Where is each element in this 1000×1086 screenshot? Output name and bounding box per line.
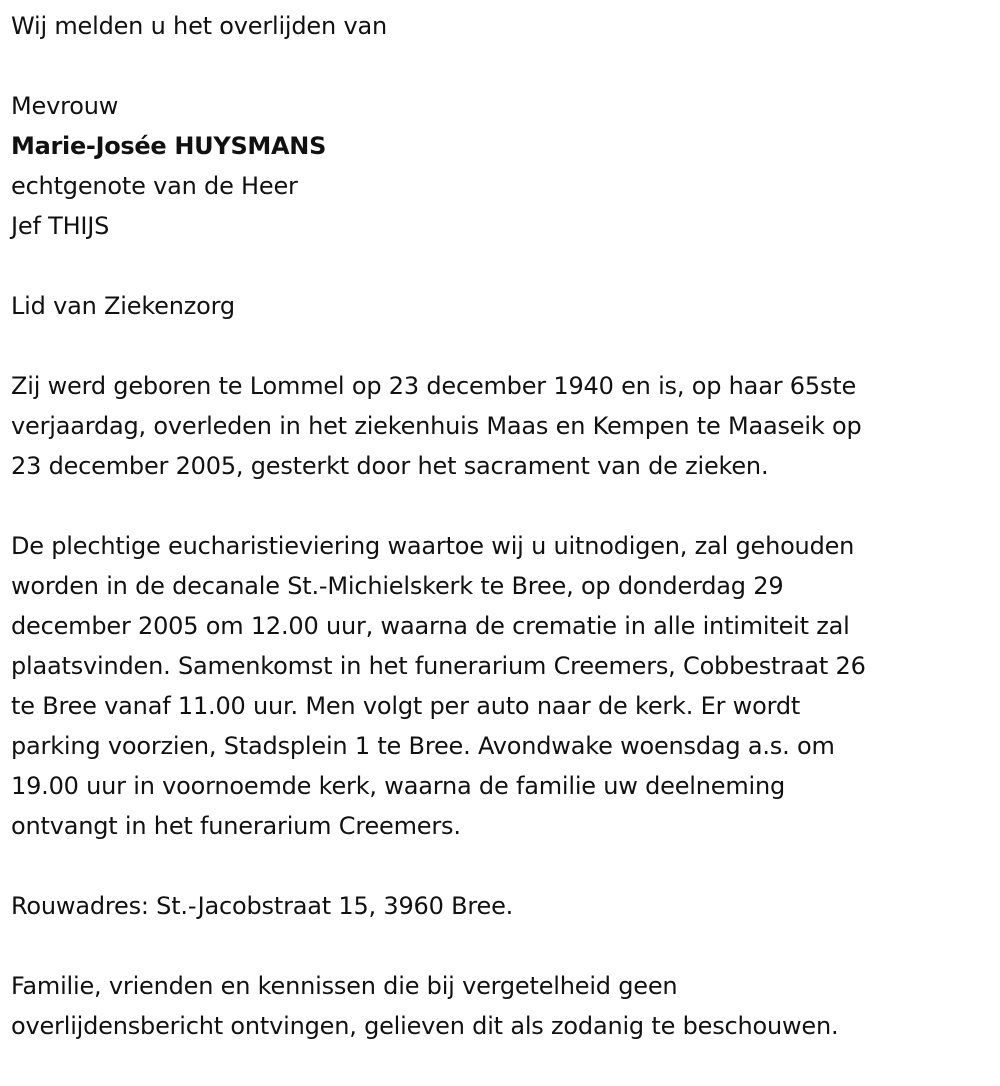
paragraph-line: plaatsvinden. Samenkomst in het funerarium Creemers, Cobbestraat 26	[11, 652, 866, 680]
paragraph-line: Zij werd geboren te Lommel op 23 december 1940 en is, op haar 65ste	[11, 372, 857, 400]
salutation: Mevrouw	[11, 92, 119, 120]
paragraph-line: te Bree vanaf 11.00 uur. Men volgt per auto naar de kerk. Er wordt	[11, 692, 801, 720]
deceased-name: Marie-Josée HUYSMANS	[11, 132, 327, 160]
membership-text: Lid van Ziekenzorg	[11, 292, 235, 320]
paragraph-line: verjaardag, overleden in het ziekenhuis Maas en Kempen te Maaseik op	[11, 412, 862, 440]
paragraph-line: 23 december 2005, gesterkt door het sacrament van de zieken.	[11, 452, 769, 480]
paragraph-line: Familie, vrienden en kennissen die bij vergetelheid geen	[11, 972, 678, 1000]
relation-text: echtgenote van de Heer	[11, 172, 298, 200]
closing-paragraph	[11, 966, 986, 1046]
mourning-address-paragraph	[11, 886, 986, 926]
paragraph-line: De plechtige eucharistieviering waartoe wij u uitnodigen, zal gehouden	[11, 532, 855, 560]
paragraph-line: parking voorzien, Stadsplein 1 te Bree. Avondwake woensdag a.s. om	[11, 732, 835, 760]
paragraph-line: 19.00 uur in voornoemde kerk, waarna de familie uw deelneming	[11, 772, 786, 800]
obituary-notice	[11, 6, 986, 1046]
paragraph-line: overlijdensbericht ontvingen, gelieven dit als zodanig te beschouwen.	[11, 1012, 839, 1040]
intro-text: Wij melden u het overlijden van	[11, 12, 387, 40]
paragraph-line: december 2005 om 12.00 uur, waarna de crematie in alle intimiteit zal	[11, 612, 850, 640]
paragraph-line: ontvangt in het funerarium Creemers.	[11, 812, 461, 840]
paragraph-line: worden in de decanale St.-Michielskerk te Bree, op donderdag 29	[11, 572, 784, 600]
birth-death-paragraph	[11, 366, 986, 486]
ceremony-paragraph	[11, 526, 986, 846]
spouse-name: Jef THIJS	[11, 212, 110, 240]
mourning-address: Rouwadres: St.-Jacobstraat 15, 3960 Bree.	[11, 892, 514, 920]
